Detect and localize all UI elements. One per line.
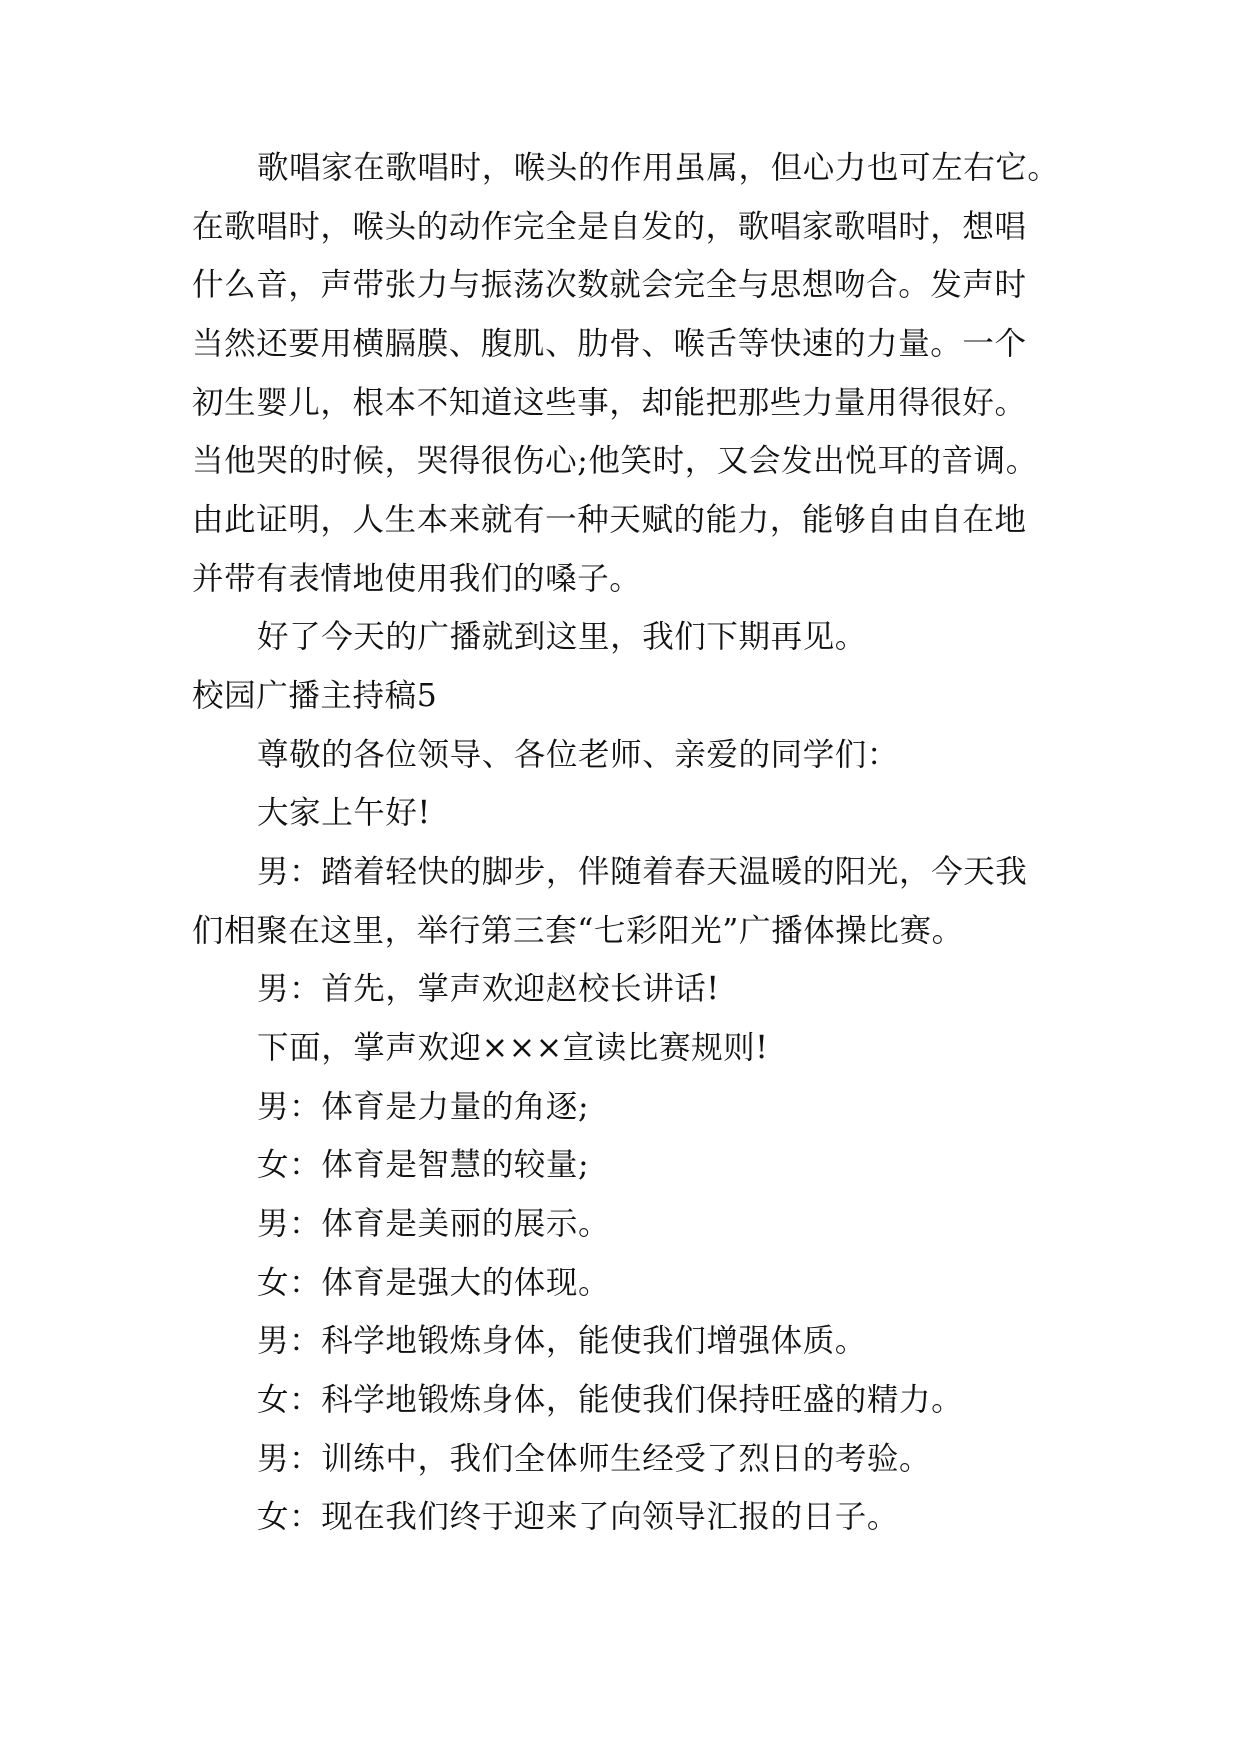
paragraph-line: 男：首先，掌声欢迎赵校长讲话! [257,971,720,1007]
paragraph-line: 好了今天的广播就到这里，我们下期再见。 [257,619,867,655]
paragraph-line: 男：踏着轻快的脚步，伴随着春天温暖的阳光，今天我 [257,854,1028,890]
paragraph-line: 在歌唱时，喉头的动作完全是自发的，歌唱家歌唱时，想唱 [192,209,1027,245]
paragraph-line: 女：现在我们终于迎来了向领导汇报的日子。 [257,1499,900,1535]
paragraph-line: 男：训练中，我们全体师生经受了烈日的考验。 [257,1441,932,1477]
paragraph-line: 下面，掌声欢迎×××宣读比赛规则! [257,1030,769,1066]
paragraph-line: 由此证明，人生本来就有一种天赋的能力，能够自由自在地 [192,502,1027,538]
section-heading: 校园广播主持稿5 [192,678,438,714]
paragraph-line: 男：科学地锻炼身体，能使我们增强体质。 [257,1323,867,1359]
paragraph-line: 女：科学地锻炼身体，能使我们保持旺盛的精力。 [257,1382,964,1418]
paragraph-line: 大家上午好! [257,795,431,831]
paragraph-line: 男：体育是美丽的展示。 [257,1206,611,1242]
paragraph-line: 并带有表情地使用我们的嗓子。 [192,561,642,597]
paragraph-line: 什么音，声带张力与振荡次数就会完全与思想吻合。发声时 [192,267,1027,303]
paragraph-line: 尊敬的各位领导、各位老师、亲爱的同学们： [257,737,900,773]
paragraph-line: 当他哭的时候，哭得很伤心;他笑时，又会发出悦耳的音调。 [192,443,1038,479]
paragraph-line: 们相聚在这里，举行第三套“七彩阳光”广播体操比赛。 [192,913,964,949]
paragraph-line: 初生婴儿，根本不知道这些事，却能把那些力量用得很好。 [192,385,1027,421]
paragraph-line: 男：体育是力量的角逐; [257,1089,590,1125]
paragraph-line: 女：体育是智慧的较量; [257,1147,590,1183]
paragraph-line: 当然还要用横膈膜、腹肌、肋骨、喉舌等快速的力量。一个 [192,326,1027,362]
paragraph-line: 歌唱家在歌唱时，喉头的作用虽属，但心力也可左右它。 [257,150,1060,186]
paragraph-line: 女：体育是强大的体现。 [257,1265,611,1301]
